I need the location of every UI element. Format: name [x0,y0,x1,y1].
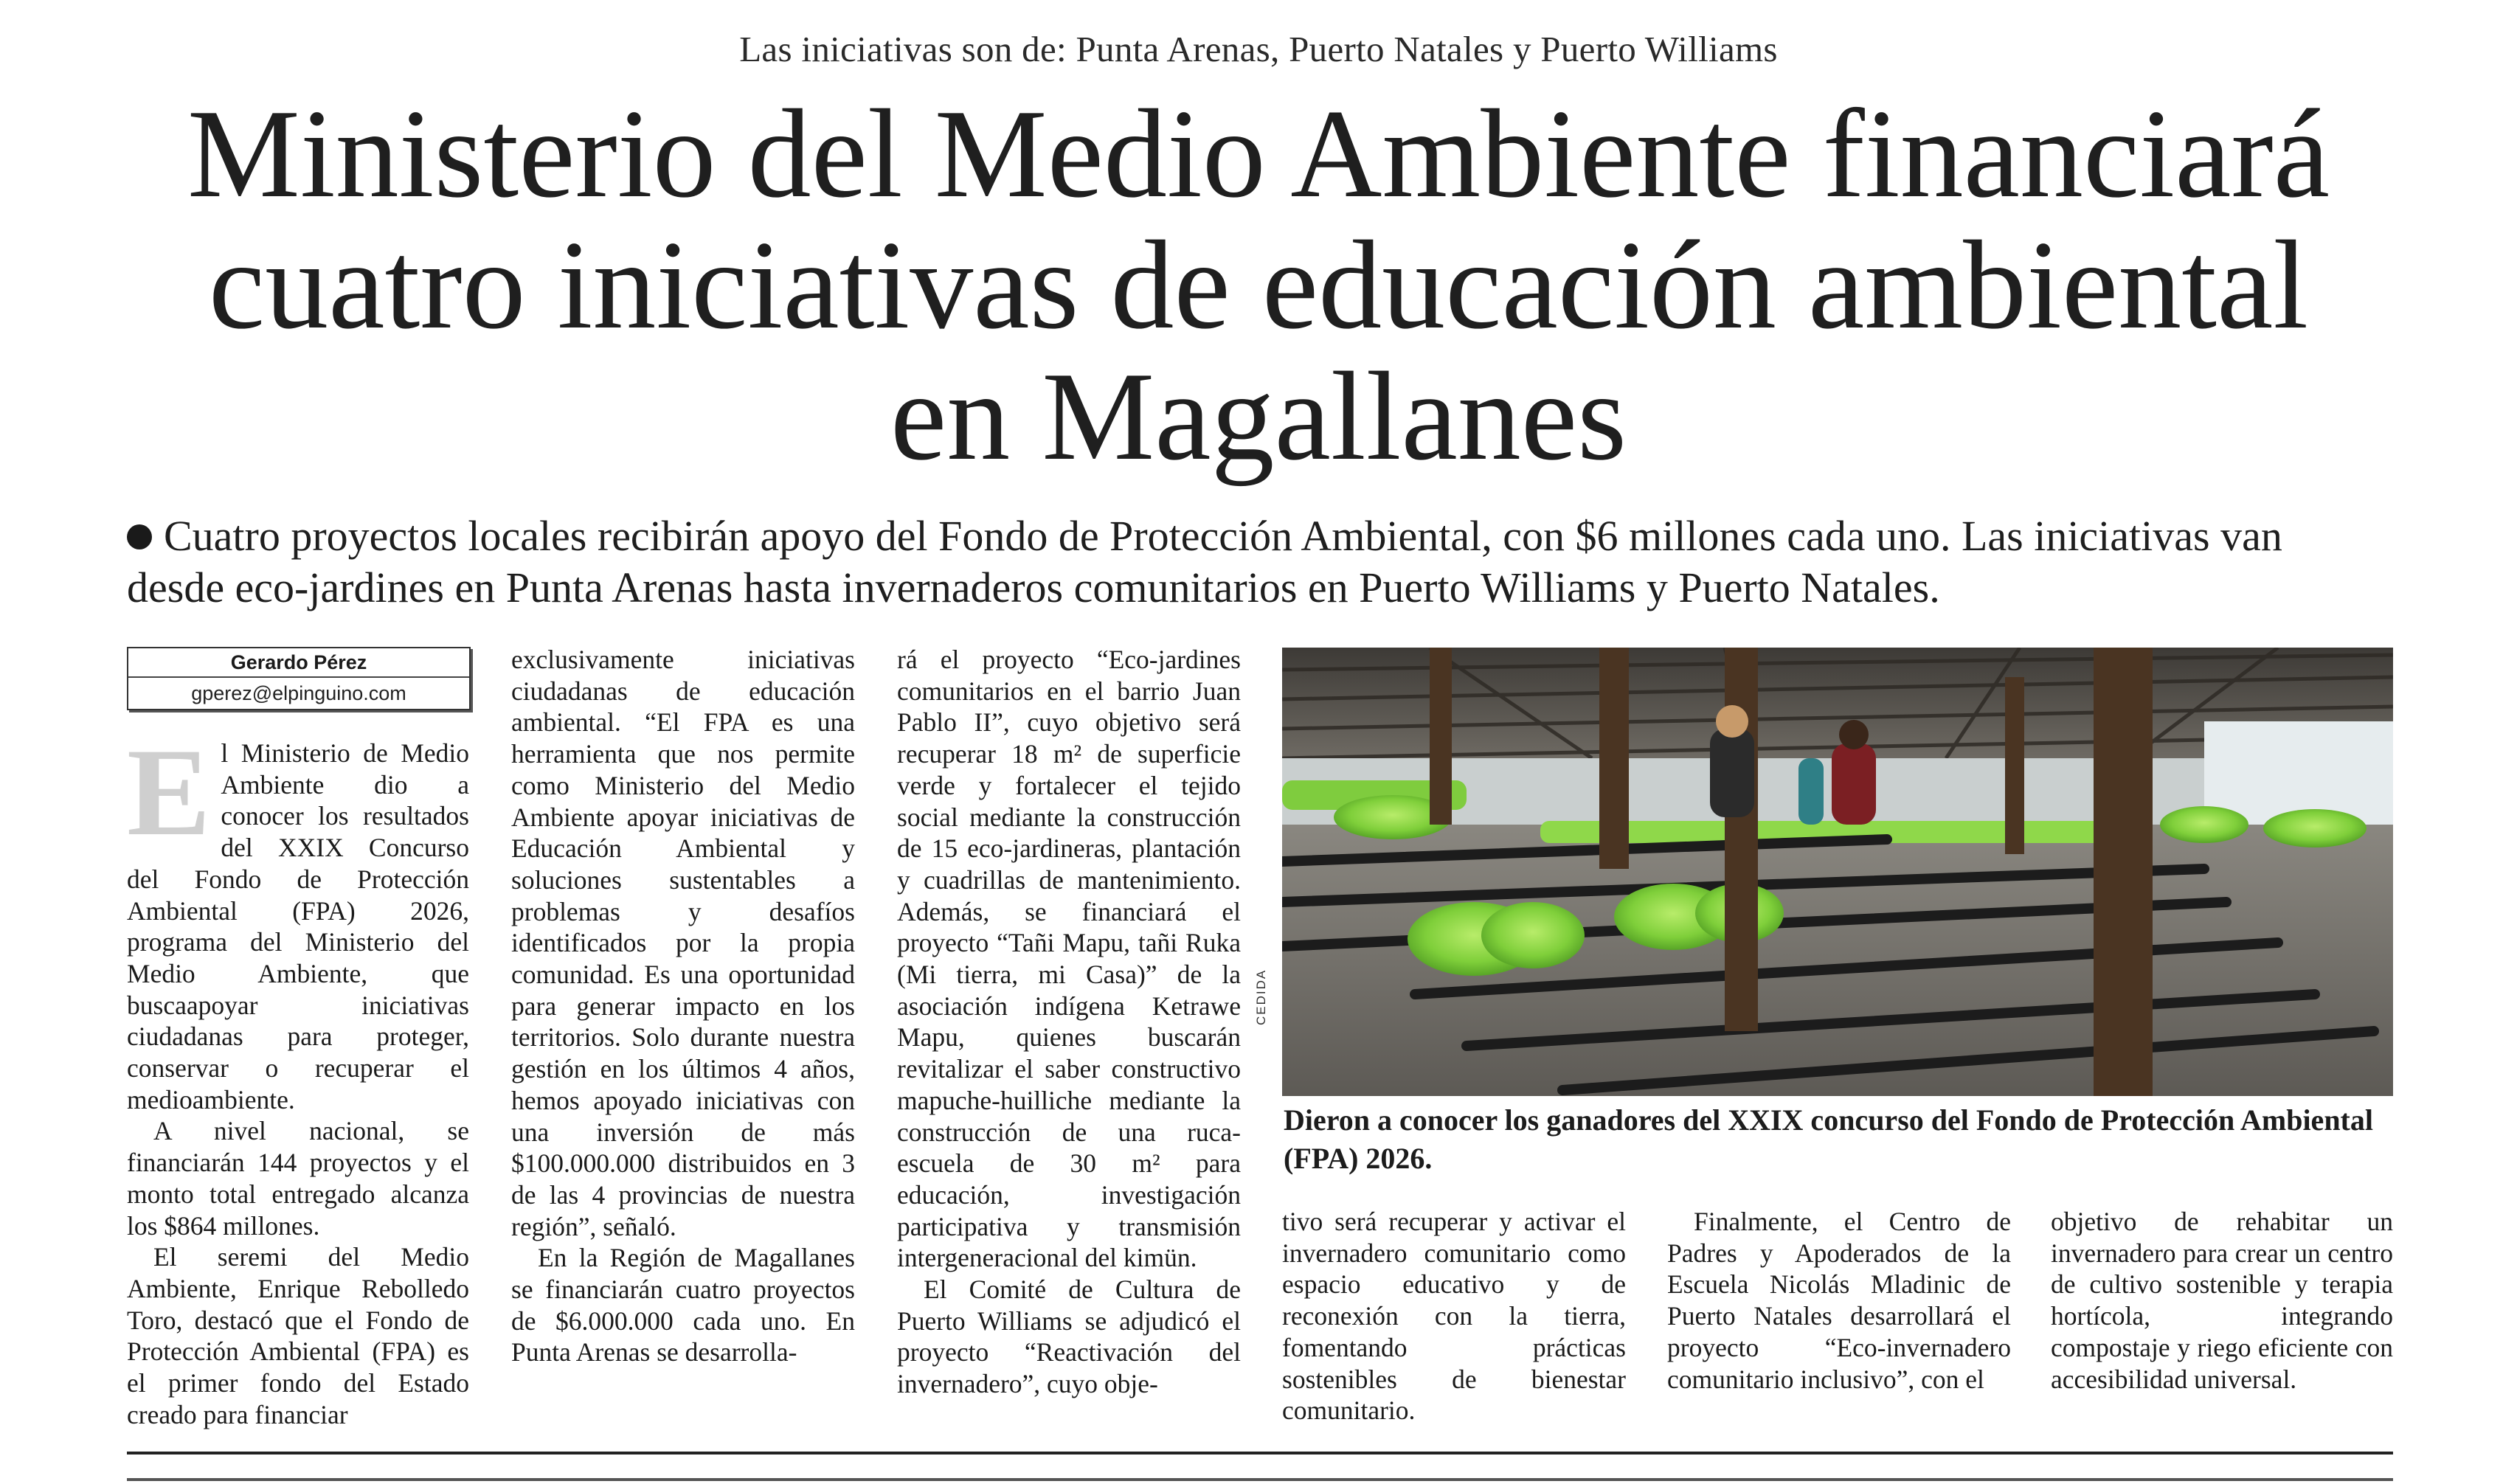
body-column-2 [511,644,855,1368]
body-column-5 [1667,1206,2011,1395]
bottom-rule-2 [127,1478,2393,1481]
body-text: l Ministerio de Medio Ambiente dio a conocer los resultados del XXIX Concurso del Fondo de Protección Ambiental (FPA) 2026, programa del Ministerio del Medio Ambiente, que buscaapoyar iniciativas ciudadanas para proteger, conservar o recuperar el medioambiente. [127,738,469,1114]
article-headline [111,84,2406,487]
body-paragraph: tivo será recuperar y activar el invernadero comunitario como espacio educativo y de reconexión con la tierra, fomentando prácticas sostenibles de bienestar comunitario. [1282,1207,1626,1426]
body-paragraph: objetivo de rehabitar un invernadero para crear un centro de cultivo sostenible y terapia hortícola, integrando compostaje y riego eficiente con accesibilidad universal. [2051,1207,2393,1394]
body-paragraph: A nivel nacional, se financiarán 144 proyectos y el monto total entregado alcanza los $864 millones. [127,1116,469,1241]
body-paragraph: El Comité de Cultura de Puerto Williams se adjudicó el proyecto “Reactivación del invernadero”, cuyo obje- [897,1275,1241,1399]
body-column-3 [897,644,1241,1400]
deck-line-1 [127,510,2406,562]
article-kicker: Las iniciativas son de: Punta Arenas, Puerto Natales y Puerto Williams [739,29,1778,69]
body-paragraph [127,723,469,1115]
body-paragraph: En la Región de Magallanes se financiarán cuatro proyectos de $6.000.000 cada uno. En Punta Arenas se desarrolla- [511,1243,855,1367]
body-paragraph: El seremi del Medio Ambiente, Enrique Rebolledo Toro, destacó que el Fondo de Protección Ambiental (FPA) es el primer fondo del Estado creado para financiar [127,1242,469,1429]
byline-email: gperez@elpinguino.com [191,682,406,704]
bullet-icon [127,524,152,549]
article-photo [1282,648,2393,1096]
bottom-rule [127,1452,2393,1454]
deck-text-1: Cuatro proyectos locales recibirán apoyo del Fondo de Protección Ambiental, con $6 millones cada uno. Las iniciativas van [164,512,2282,560]
body-column-6 [2051,1206,2393,1395]
headline-line-1: Ministerio del Medio Ambiente financiará [187,84,2330,224]
headline-line-2: cuatro iniciativas de educación ambiental [208,215,2309,356]
headline-line-3: en Magallanes [890,347,1627,487]
byline-box [127,647,471,710]
body-paragraph: rá el proyecto “Eco-jardines comunitarios en el barrio Juan Pablo II”, cuyo objetivo será recuperar 18 m² de superficie verde y fortalecer el tejido social mediante la construcción de 15 eco-jardineras, plantación y cuadrillas de mantenimiento. Además, se financiará el proyecto “Tañi Mapu, tañi Ruka (Mi tierra, mi Casa)” de la asociación indígena Ketrawe Mapu, quienes buscarán revitalizar el saber constructivo mapuche-huilliche mediante la construcción de una ruca-escuela de 30 m² para educación, investigación participativa y transmisión intergeneracional del kimün. [897,645,1241,1273]
deck-line-2: desde eco-jardines en Punta Arenas hasta invernaderos comunitarios en Puerto Williams y Puerto Natales. [127,564,1940,611]
photo-caption: Dieron a conocer los ganadores del XXIX concurso del Fondo de Protección Ambiental (FPA) 2026. [1284,1103,2373,1175]
article-deck [127,510,2406,614]
greenhouse-photo-image [1282,648,2393,1096]
photo-credit: CEDIDA [1254,968,1268,1025]
drop-cap: E [127,723,211,861]
byline-author: Gerardo Pérez [128,648,469,678]
body-column-4 [1282,1206,1626,1426]
body-paragraph: Finalmente, el Centro de Padres y Apoderados de la Escuela Nicolás Mladinic de Puerto Natales desarrollará el proyecto “Eco-invernadero comunitario inclusivo”, con el [1667,1207,2011,1394]
body-paragraph: exclusivamente iniciativas ciudadanas de educación ambiental. “El FPA es una herramienta que nos permite como Ministerio del Medio Ambiente apoyar iniciativas de Educación Ambiental y soluciones sustentables a problemas y desafíos identificados por la propia comunidad. Es una oportunidad para generar impacto en los territorios. Solo durante nuestra gestión en los últimos 4 años, hemos apoyado iniciativas con una inversión de más $100.000.000 distribuidos en 3 de las 4 provincias de nuestra región”, señaló. [511,645,855,1241]
body-column-1 [127,723,469,1430]
